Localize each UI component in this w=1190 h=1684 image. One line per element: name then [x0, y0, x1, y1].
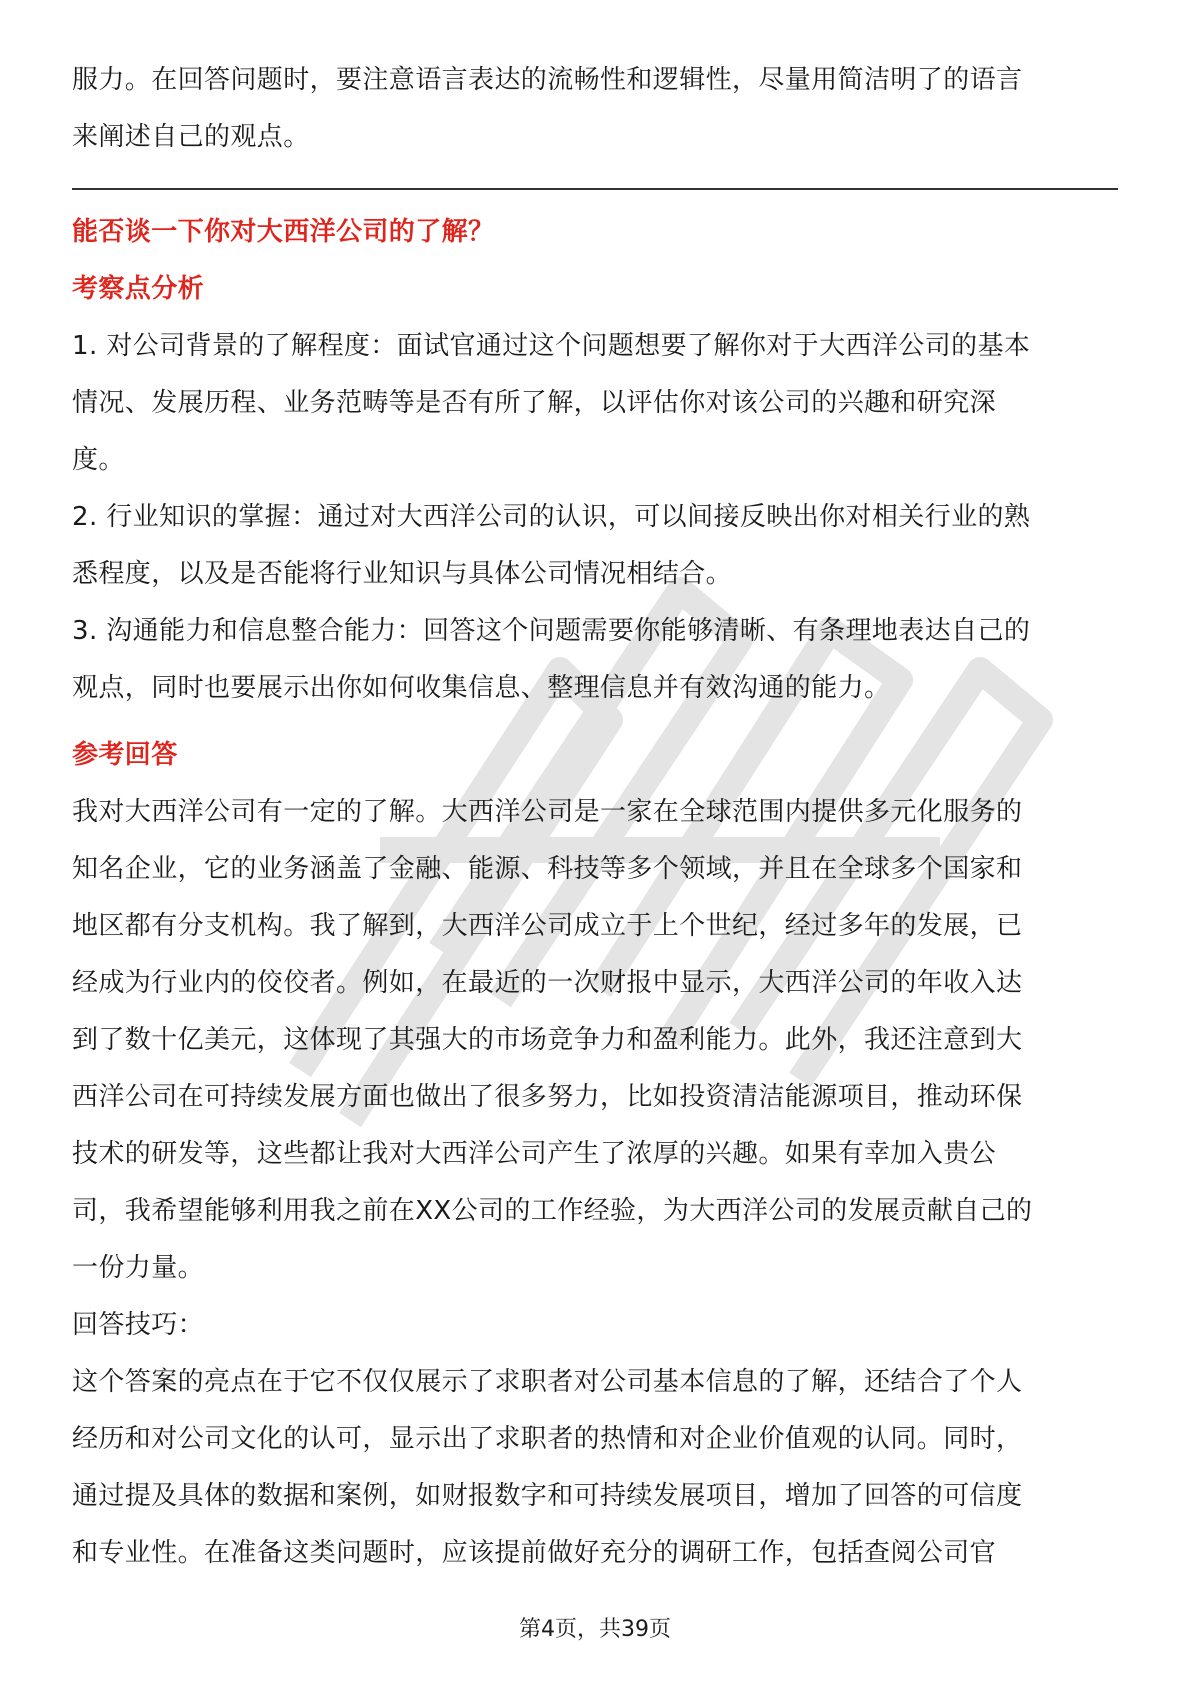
reference-line: 我对大西洋公司有一定的了解。大西洋公司是一家在全球范围内提供多元化服务的	[72, 797, 1023, 827]
analysis-line: 1. 对公司背景的了解程度：面试官通过这个问题想要了解你对于大西洋公司的基本	[72, 331, 1031, 361]
page-footer: 第4页，共39页	[519, 1617, 671, 1642]
analysis-line: 悉程度，以及是否能将行业知识与具体公司情况相结合。	[72, 559, 733, 589]
tips-line: 和专业性。在准备这类问题时，应该提前做好充分的调研工作，包括查阅公司官	[72, 1538, 997, 1568]
analysis-line: 3. 沟通能力和信息整合能力：回答这个问题需要你能够清晰、有条理地表达自己的	[72, 616, 1031, 646]
reference-line: 经成为行业内的佼佼者。例如，在最近的一次财报中显示，大西洋公司的年收入达	[72, 968, 1023, 998]
analysis-line: 度。	[72, 445, 125, 475]
reference-line: 司，我希望能够利用我之前在XX公司的工作经验，为大西洋公司的发展贡献自己的	[72, 1196, 1033, 1226]
reference-line: 一份力量。	[72, 1253, 205, 1283]
reference-title: 参考回答	[72, 740, 178, 770]
question-heading: 能否谈一下你对大西洋公司的了解？	[72, 217, 495, 247]
intro-line: 来阐述自己的观点。	[72, 122, 310, 152]
analysis-line: 观点，同时也要展示出你如何收集信息、整理信息并有效沟通的能力。	[72, 673, 891, 703]
reference-line: 技术的研发等，这些都让我对大西洋公司产生了浓厚的兴趣。如果有幸加入贵公	[72, 1139, 997, 1169]
intro-line: 服力。在回答问题时，要注意语言表达的流畅性和逻辑性，尽量用简洁明了的语言	[72, 65, 1023, 95]
tips-title: 回答技巧：	[72, 1310, 205, 1340]
analysis-title: 考察点分析	[72, 274, 205, 304]
tips-line: 这个答案的亮点在于它不仅仅展示了求职者对公司基本信息的了解，还结合了个人	[72, 1367, 1023, 1397]
reference-line: 到了数十亿美元，这体现了其强大的市场竞争力和盈利能力。此外，我还注意到大	[72, 1025, 1023, 1055]
reference-line: 西洋公司在可持续发展方面也做出了很多努力，比如投资清洁能源项目，推动环保	[72, 1082, 1023, 1112]
reference-line: 知名企业，它的业务涵盖了金融、能源、科技等多个领域，并且在全球多个国家和	[72, 854, 1023, 884]
analysis-line: 2. 行业知识的掌握：通过对大西洋公司的认识，可以间接反映出你对相关行业的熟	[72, 502, 1031, 532]
document-page	[72, 52, 1118, 1582]
tips-line: 经历和对公司文化的认可，显示出了求职者的热情和对企业价值观的认同。同时，	[72, 1424, 1023, 1454]
reference-line: 地区都有分支机构。我了解到，大西洋公司成立于上个世纪，经过多年的发展，已	[72, 911, 1023, 941]
section-divider	[72, 188, 1118, 190]
tips-line: 通过提及具体的数据和案例，如财报数字和可持续发展项目，增加了回答的可信度	[72, 1481, 1023, 1511]
analysis-line: 情况、发展历程、业务范畴等是否有所了解，以评估你对该公司的兴趣和研究深	[72, 388, 997, 418]
